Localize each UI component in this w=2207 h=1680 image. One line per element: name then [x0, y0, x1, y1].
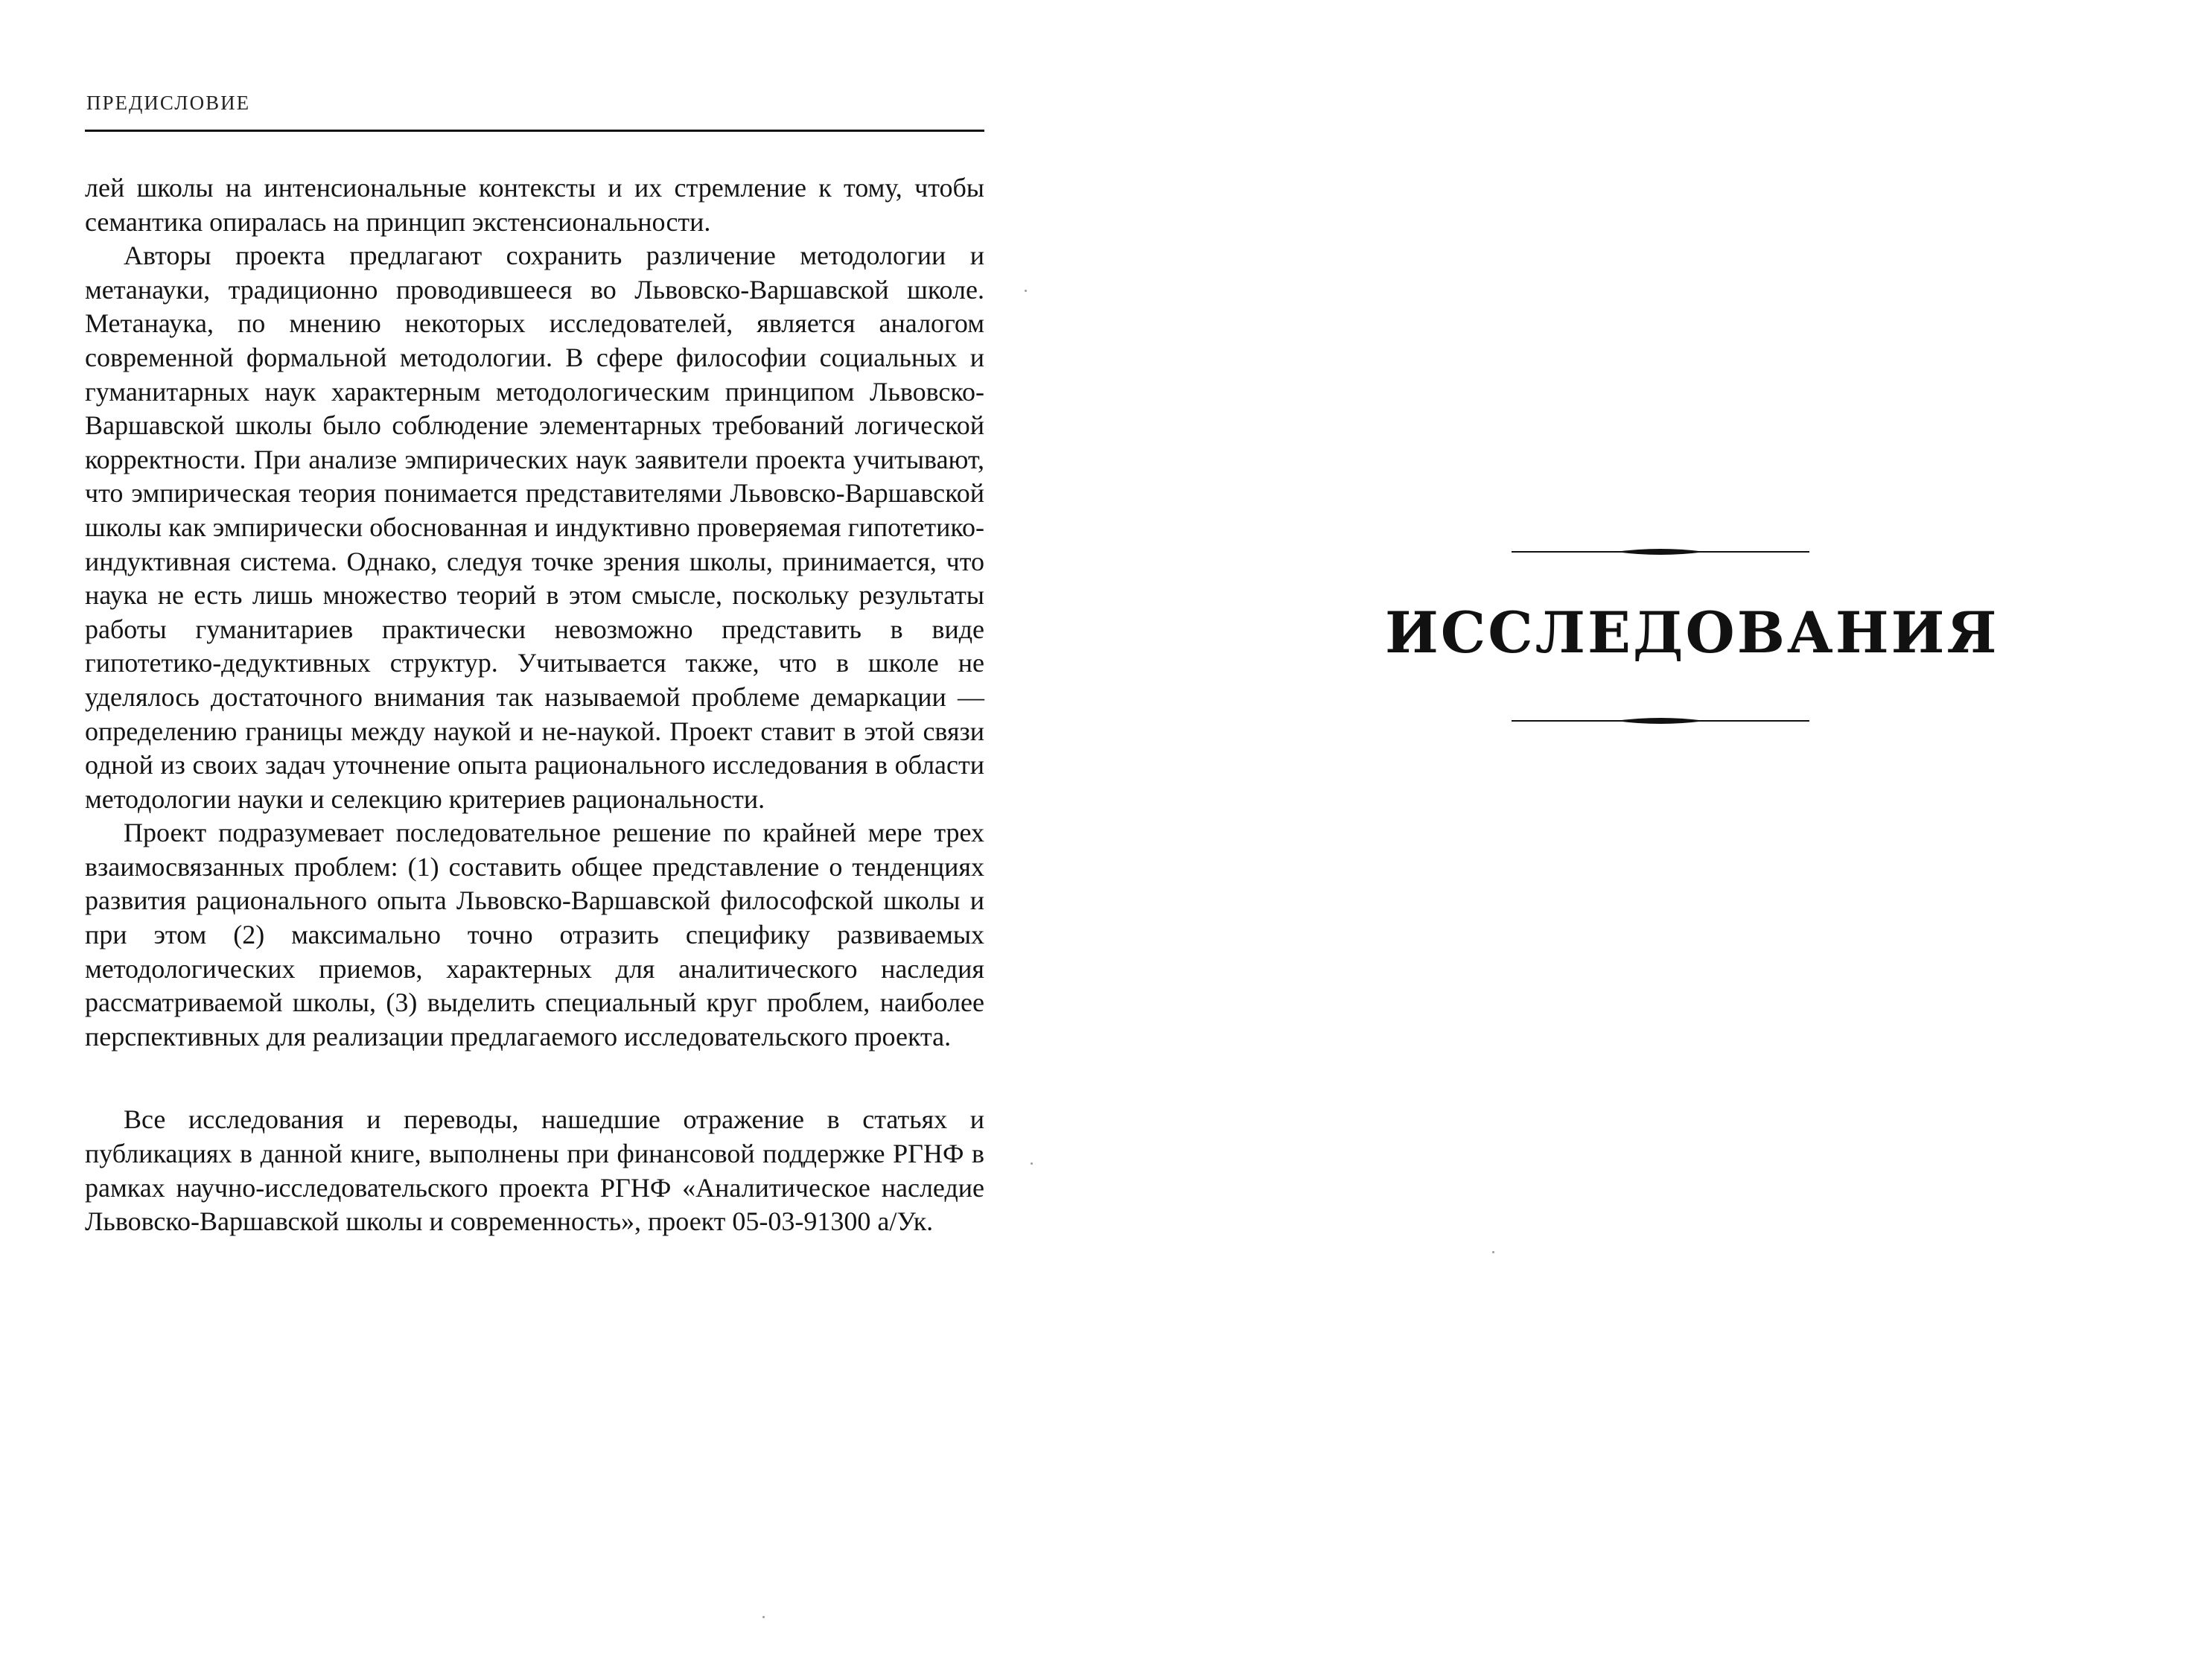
paragraph-continuation: лей школы на интенсиональные контексты и их стремление к тому, чтобы семантика опиралась на принцип экстенсиональности.	[85, 173, 984, 237]
paragraph-project-problems: Проект подразумевает последовательное решение по крайней мере трех взаимосвязанных проблем: (1) составить общее представление о тенденциях развития рационального опыта Львовско-Варшавской философской школы и при этом (2) максимально точно отразить специфику развиваемых методологических приемов, характерных для аналитического наследия рассматриваемой школы, (3) выделить специальный круг проблем, наиболее перспективных для реализации предлагаемого исследовательского проекта.	[85, 818, 984, 1051]
scan-speck	[1025, 290, 1027, 292]
header-rule	[85, 130, 984, 132]
right-page	[1162, 0, 2207, 1680]
paragraph-methodology: Авторы проекта предлагают сохранить различение методологии и метанауки, традиционно проводившееся во Львовско-Варшавской школе. Метанаука, по мнению некоторых исследователей, является аналогом современной формальной методологии. В сфере философии социальных и гуманитарных наук характерным методологическим принципом Львовско-Варшавской школы было соблюдение элементарных требований логической корректности. При анализе эмпирических наук заявители проекта учитывают, что эмпирическая теория понимается представителями Львовско-Варшавской школы как эмпирически обоснованная и индуктивно проверяемая гипотетико-индуктивная система. Однако, следуя точке зрения школы, принимается, что наука не есть лишь множество теорий в этом смысле, поскольку результаты работы гуманитариев практически невозможно представить в виде гипотетико-дедуктивных структур. Учитывается также, что в школе не уделялось достаточного внимания так называемой проблеме демаркации — определению границы между наукой и не-наукой. Проект ставит в этой связи одной из своих задач уточнение опыта рационального исследования в области методологии науки и селекцию критериев рациональности.	[85, 241, 984, 814]
ornament-rule-bottom-icon	[1512, 712, 1809, 730]
section-title: ИССЛЕДОВАНИЯ	[1385, 599, 1999, 666]
left-page	[85, 88, 984, 1237]
scan-speck	[762, 1616, 765, 1618]
scan-speck	[1031, 1162, 1033, 1165]
body-text	[85, 171, 984, 1239]
paragraph-funding-note: Все исследования и переводы, нашедшие отражение в статьях и публикациях в данной книге, выполнены при финансовой поддержке РГНФ в рамках научно-исследовательского проекта РГНФ «Аналитическое наследие Львовско-Варшавской школы и современность», проект 05-03-91300 а/Ук.	[85, 1104, 984, 1237]
scan-speck	[1492, 1251, 1494, 1253]
running-header: ПРЕДИСЛОВИЕ	[86, 92, 251, 114]
ornament-rule-top-icon	[1512, 543, 1809, 561]
